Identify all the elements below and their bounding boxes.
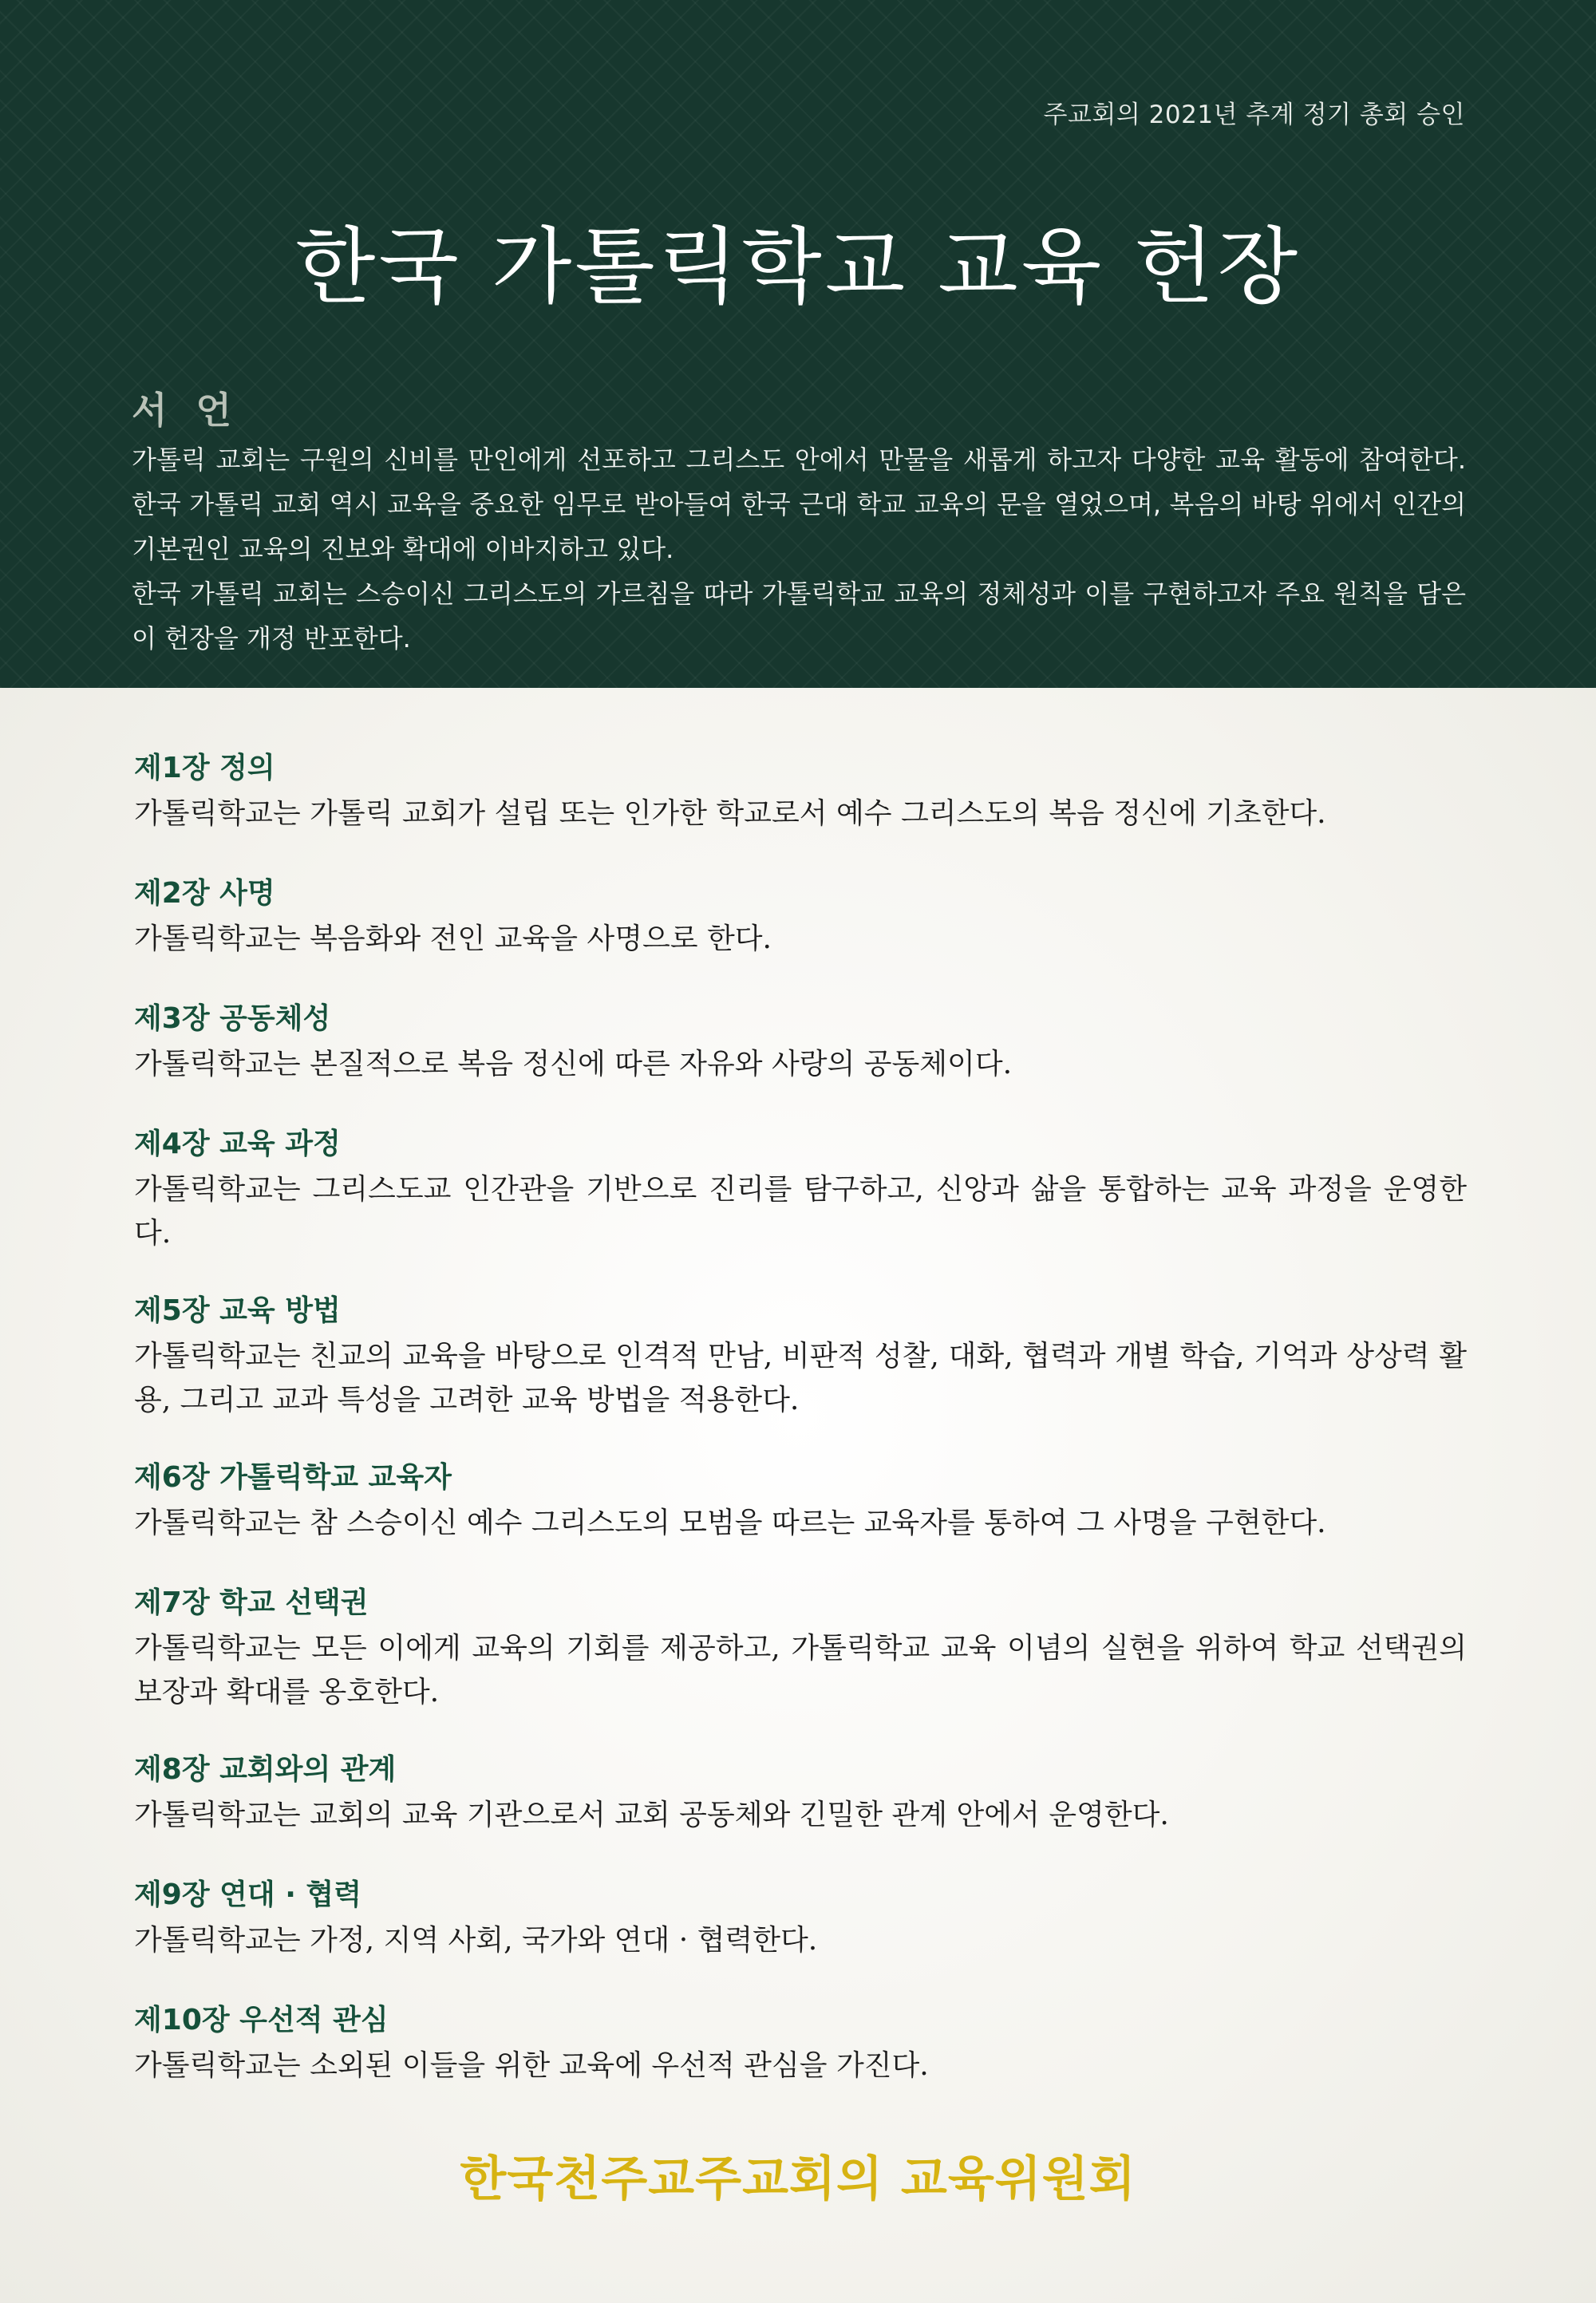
article-heading: 제2장 사명: [134, 877, 275, 910]
article-3: [134, 1001, 1467, 1086]
article-7: [134, 1585, 1467, 1714]
header-banner: [0, 0, 1596, 688]
article-text: 가톨릭학교는 가정, 지역 사회, 국가와 연대 · 협력한다.: [134, 1924, 818, 1957]
preface-paragraph: 가톨릭 교회는 구원의 신비를 만인에게 선포하고 그리스도 안에서 만물을 새롭게 하고자 다양한 교육 활동에 참여한다. 한국 가톨릭 교회 역시 교육을 중요한 임무로 받아들여 한국 근대 학교 교육의 문을 열었으며, 복음의 바탕 위에서 인간의 기본권인 교육의 진보와 확대에 이바지하고 있다.: [132, 444, 1466, 564]
article-heading: 제4장 교육 과정: [134, 1128, 341, 1160]
article-2: [134, 875, 1467, 961]
preface-paragraph: 한국 가톨릭 교회는 스승이신 그리스도의 가르침을 따라 가톨릭학교 교육의 정체성과 이를 구현하고자 주요 원칙을 담은 이 헌장을 개정 반포한다.: [132, 579, 1466, 654]
article-heading: 제7장 학교 선택권: [134, 1586, 369, 1619]
article-6: [134, 1460, 1467, 1545]
article-5: [134, 1293, 1467, 1422]
article-text: 가톨릭학교는 친교의 교육을 바탕으로 인격적 만남, 비판적 성찰, 대화, 협력과 개별 학습, 기억과 상상력 활용, 그리고 교과 특성을 고려한 교육 방법을 적용한다.: [134, 1340, 1467, 1416]
article-text: 가톨릭학교는 소외된 이들을 위한 교육에 우선적 관심을 가진다.: [134, 2049, 929, 2082]
article-10: [134, 2002, 1467, 2088]
article-heading: 제3장 공동체성: [134, 1002, 331, 1035]
article-heading: 제1장 정의: [134, 752, 275, 784]
approval-note: 주교회의 2021년 추계 정기 총회 승인: [1043, 101, 1465, 129]
article-4: [134, 1126, 1467, 1255]
article-heading: 제9장 연대 · 협력: [134, 1878, 361, 1911]
issuer-signature: 한국천주교주교회의 교육위원회: [460, 2151, 1136, 2207]
article-heading: 제5장 교육 방법: [134, 1294, 341, 1327]
article-text: 가톨릭학교는 본질적으로 복음 정신에 따른 자유와 사랑의 공동체이다.: [134, 1048, 1013, 1080]
article-text: 가톨릭학교는 그리스도교 인간관을 기반으로 진리를 탐구하고, 신앙과 삶을 통합하는 교육 과정을 운영한다.: [134, 1173, 1467, 1250]
article-text: 가톨릭학교는 참 스승이신 예수 그리스도의 모범을 따르는 교육자를 통하여 그 사명을 구현한다.: [134, 1507, 1326, 1539]
preface-body: [132, 437, 1466, 661]
article-text: 가톨릭학교는 교회의 교육 기관으로서 교회 공동체와 긴밀한 관계 안에서 운영한다.: [134, 1799, 1169, 1831]
article-1: [134, 750, 1467, 835]
article-heading: 제10장 우선적 관심: [134, 2004, 389, 2036]
article-8: [134, 1752, 1467, 1837]
page-title: 한국 가톨릭학교 교육 헌장: [294, 218, 1302, 315]
article-heading: 제6장 가톨릭학교 교육자: [134, 1461, 452, 1494]
article-text: 가톨릭학교는 복음화와 전인 교육을 사명으로 한다.: [134, 922, 772, 955]
article-text: 가톨릭학교는 가톨릭 교회가 설립 또는 인가한 학교로서 예수 그리스도의 복음 정신에 기초한다.: [134, 797, 1326, 830]
article-9: [134, 1877, 1467, 1962]
preface-heading: 서 언: [132, 389, 239, 432]
article-text: 가톨릭학교는 모든 이에게 교육의 기회를 제공하고, 가톨릭학교 교육 이념의 실현을 위하여 학교 선택권의 보장과 확대를 옹호한다.: [134, 1632, 1467, 1708]
article-heading: 제8장 교회와의 관계: [134, 1753, 397, 1786]
